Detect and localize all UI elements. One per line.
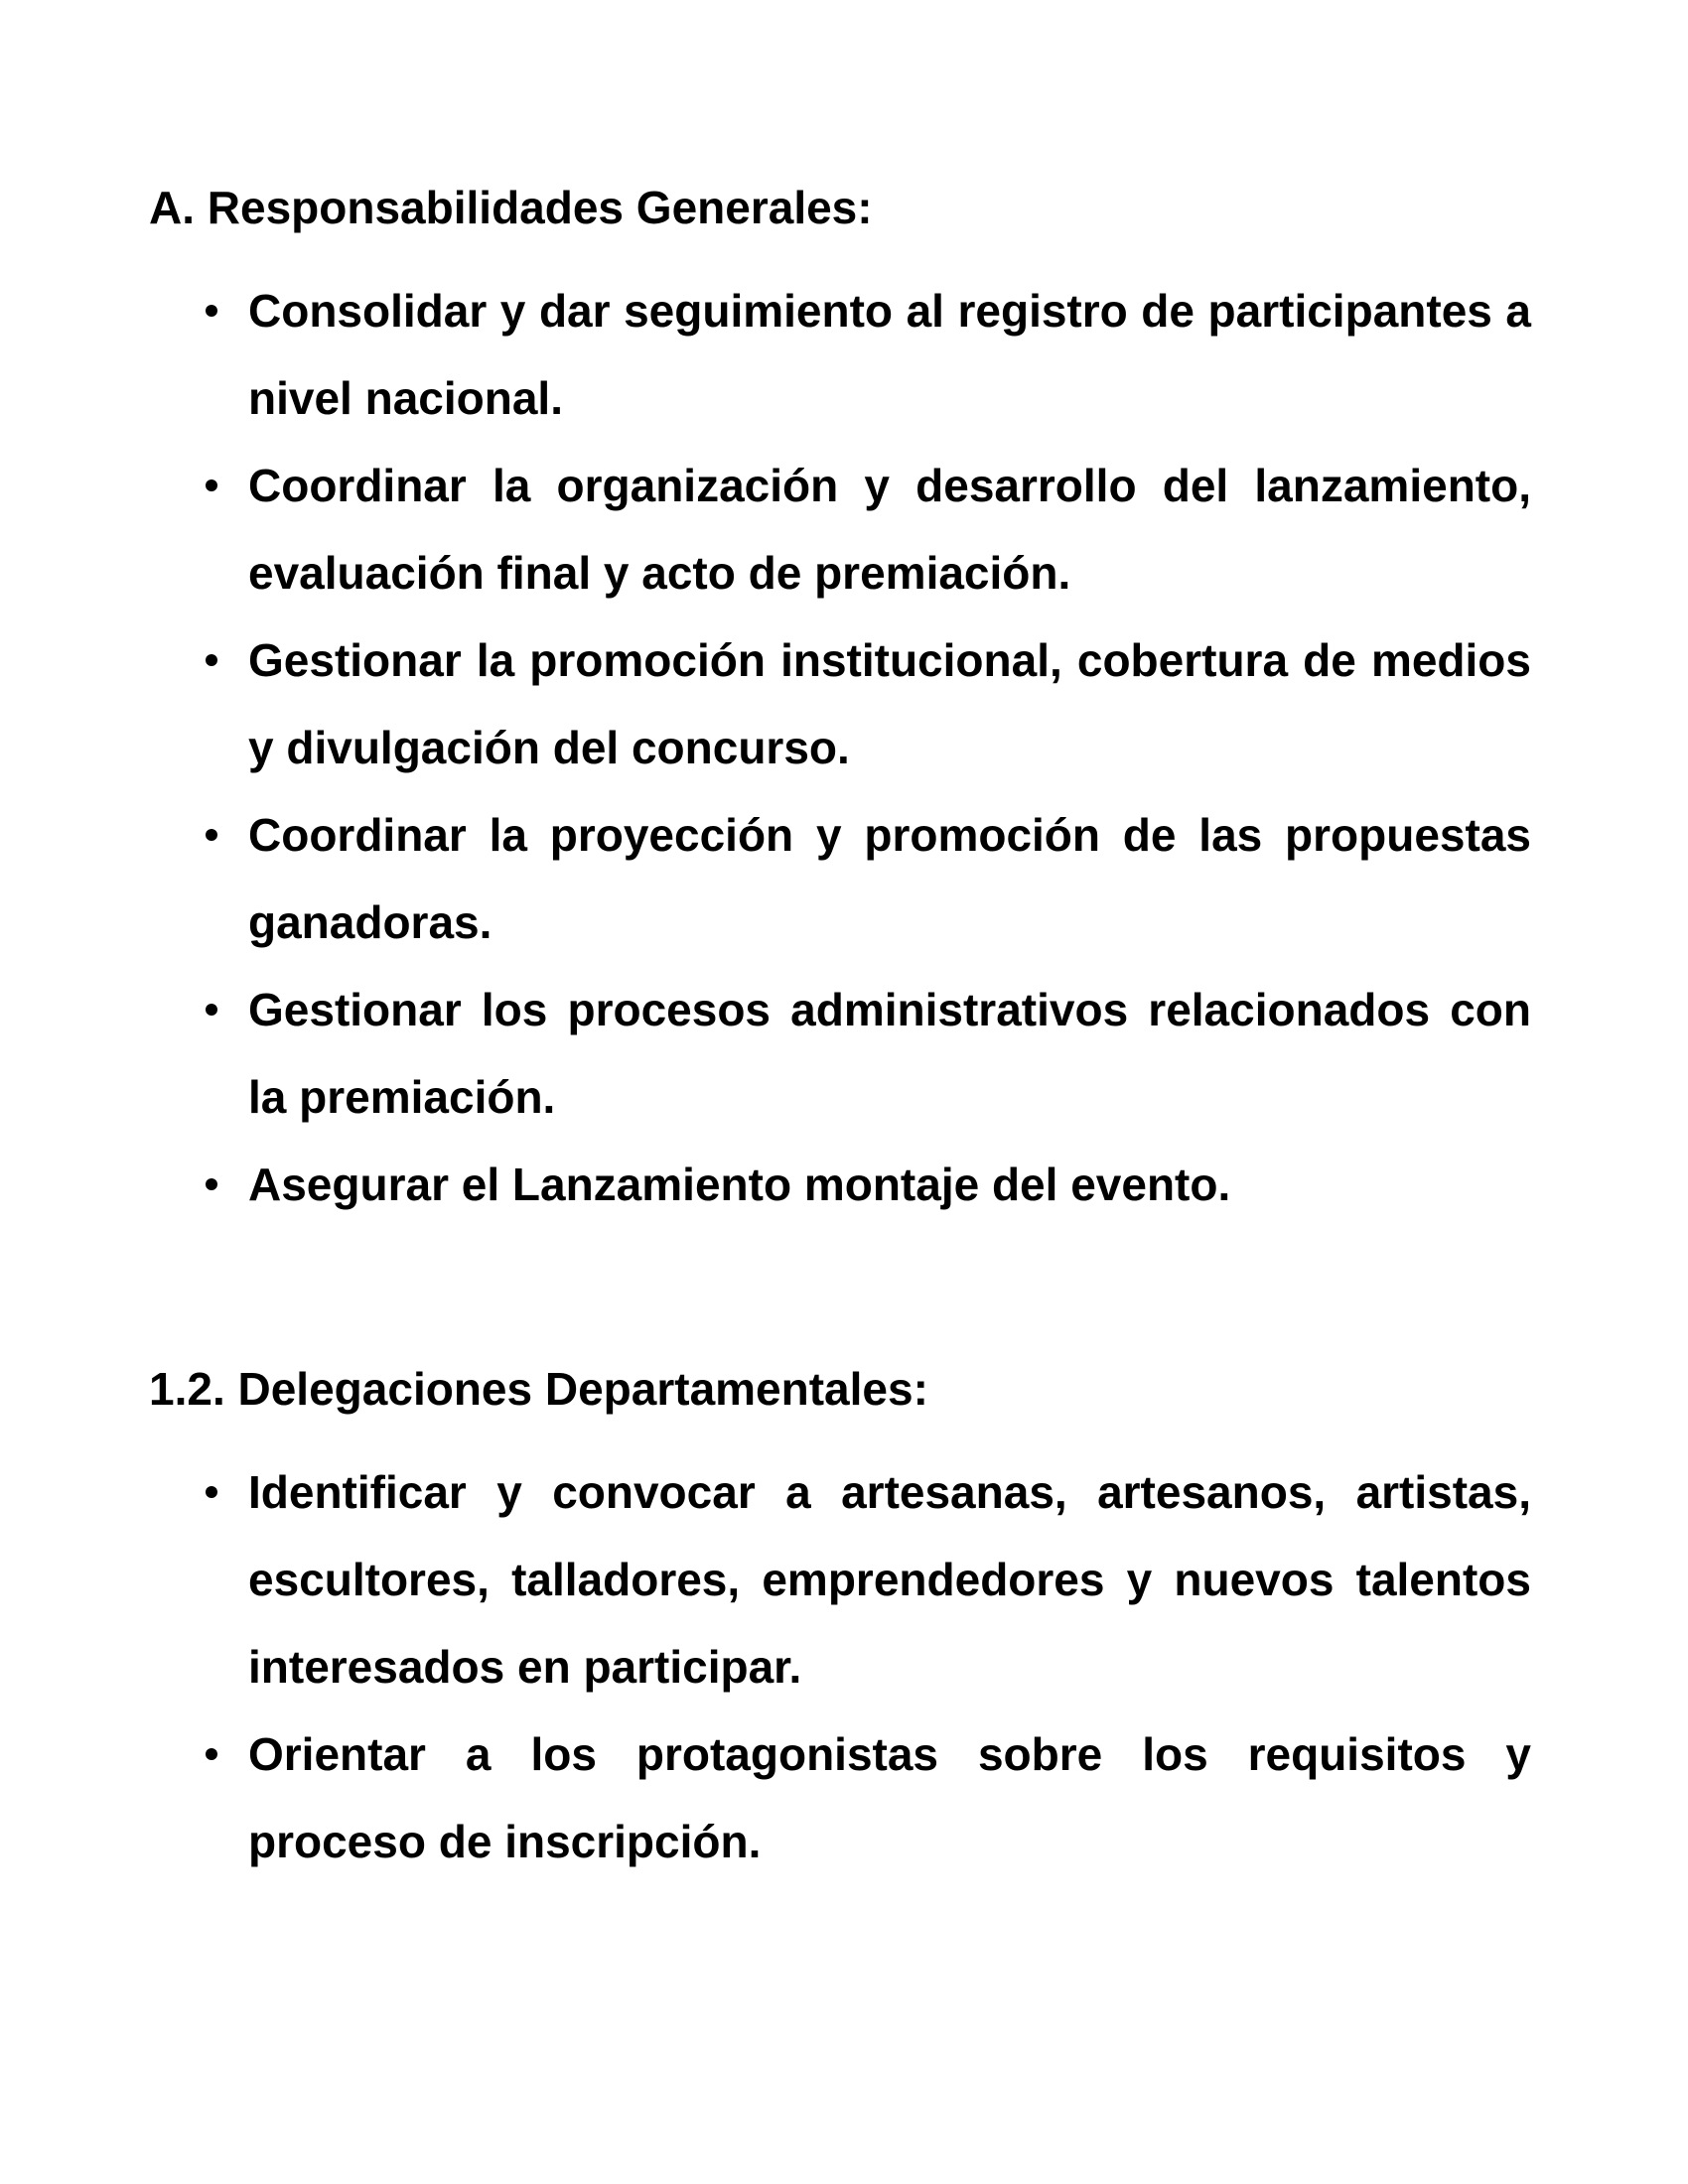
- list-item-text: Orientar a los protagonistas sobre los requisitos y proceso de inscripción.: [248, 1728, 1531, 1867]
- list-item: [149, 267, 1531, 442]
- bullet-icon: [206, 1178, 217, 1190]
- list-item-text: Coordinar la proyección y promoción de las propuestas ganadoras.: [248, 809, 1531, 948]
- list-item-text: Gestionar los procesos administrativos relacionados con la premiación.: [248, 984, 1531, 1123]
- list-item: [149, 1448, 1531, 1710]
- list-item: [149, 791, 1531, 966]
- bullet-icon: [206, 1748, 217, 1760]
- list-item-text: Identificar y convocar a artesanas, artesanos, artistas, escultores, talladores, emprendedores y nuevos talentos interesados en participar.: [248, 1466, 1531, 1693]
- section-heading-responsabilidades: A. Responsabilidades Generales:: [149, 182, 873, 233]
- bullet-icon: [206, 1486, 217, 1498]
- responsabilidades-list: [149, 267, 1531, 1228]
- bullet-icon: [206, 829, 217, 841]
- bullet-icon: [206, 479, 217, 491]
- list-item: [149, 616, 1531, 791]
- list-item-text: Coordinar la organización y desarrollo del lanzamiento, evaluación final y acto de premiación.: [248, 460, 1531, 599]
- list-item-text: Gestionar la promoción institucional, cobertura de medios y divulgación del concurso.: [248, 634, 1531, 773]
- section-heading-delegaciones: 1.2. Delegaciones Departamentales:: [149, 1363, 928, 1415]
- list-item: [149, 1141, 1531, 1228]
- list-item: [149, 966, 1531, 1141]
- list-item-text: Consolidar y dar seguimiento al registro de participantes a nivel nacional.: [248, 285, 1531, 424]
- bullet-icon: [206, 1004, 217, 1016]
- bullet-icon: [206, 305, 217, 317]
- list-item-text: Asegurar el Lanzamiento montaje del evento.: [248, 1159, 1231, 1210]
- list-item: [149, 1710, 1531, 1885]
- list-item: [149, 442, 1531, 616]
- bullet-icon: [206, 654, 217, 666]
- delegaciones-list: [149, 1448, 1531, 1885]
